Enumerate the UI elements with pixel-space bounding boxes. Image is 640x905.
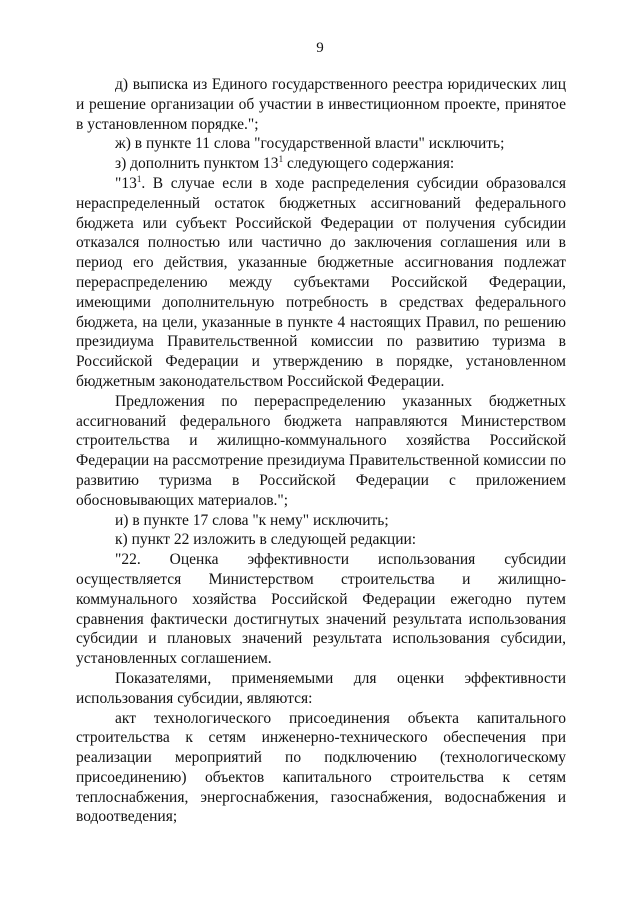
paragraph-text: з) дополнить пунктом 13: [115, 155, 279, 173]
paragraph-text: . В случае если в ходе распределения субсидии образовался нераспределенный остаток бюджетных ассигнований федерального бюджета или субъект Российской Федерации от получения субсидии отказался полностью или частично до заключения соглашения или в период его действия, указанные бюджетные ассигнования подлежат перераспределению между субъектами Российской Федерации, имеющими дополнительную потребность в средствах федерального бюджета, на цели, указанные в пункте 4 настоящих Правил, по решению президиума Правительственной комиссии по развитию туризма в Российской Федерации и утверждению в порядке, установленном бюджетным законодательством Российской Федерации.: [76, 174, 566, 390]
paragraph-item-z: [76, 154, 566, 174]
paragraph-extract-registry: [76, 75, 566, 134]
paragraph-redistribution-proposals: [76, 392, 566, 511]
paragraph-text: "22. Оценка эффективности использования субсидии осуществляется Министерством строительства и жилищно-коммунального хозяйства Российской Федерации ежегодно путем сравнения фактически достигнутых значений результата использования субсидии и плановых значений результата использования субсидии, установленных соглашением.: [76, 551, 566, 668]
paragraph-text: следующего содержания:: [283, 155, 455, 173]
paragraph-text: и) в пункте 17 слова "к нему" исключить;: [115, 511, 389, 529]
superscript: 1: [136, 173, 142, 184]
superscript: 1: [278, 154, 284, 165]
document-body: [76, 75, 566, 827]
paragraph-indicators: [76, 669, 566, 709]
paragraph-text: д) выписка из Единого государственного реестра юридических лиц и решение организации об участии в инвестиционном проекте, принятое в установленном порядке.";: [76, 76, 566, 133]
paragraph-item-k: [76, 530, 566, 550]
paragraph-text: к) пункт 22 изложить в следующей редакции:: [115, 531, 417, 549]
paragraph-text: акт технологического присоединения объекта капитального строительства к сетям инженерно-технического обеспечения при реализации мероприятий по подключению (технологическому присоединению) объектов капитального строительства к сетям теплоснабжения, энергоснабжения, газоснабжения, водоснабжения и водоотведения;: [76, 709, 566, 826]
paragraph-text: "13: [115, 174, 137, 192]
paragraph-text: Предложения по перераспределению указанных бюджетных ассигнований федерального бюджета направляются Министерством строительства и жилищно-коммунального хозяйства Российской Федерации на рассмотрение президиума Правительственной комиссии по развитию туризма в Российской Федерации с приложением обосновывающих материалов.";: [76, 392, 566, 509]
paragraph-item-i: [76, 511, 566, 531]
paragraph-connection-act: [76, 709, 566, 828]
paragraph-clause-22: [76, 550, 566, 669]
paragraph-text: ж) в пункте 11 слова "государственной власти" исключить;: [115, 135, 505, 153]
paragraph-clause-13-1: [76, 174, 566, 392]
page-number: 9: [316, 40, 324, 56]
paragraph-item-zh: [76, 134, 566, 154]
paragraph-text: Показателями, применяемыми для оценки эффективности использования субсидии, являются:: [76, 669, 566, 707]
